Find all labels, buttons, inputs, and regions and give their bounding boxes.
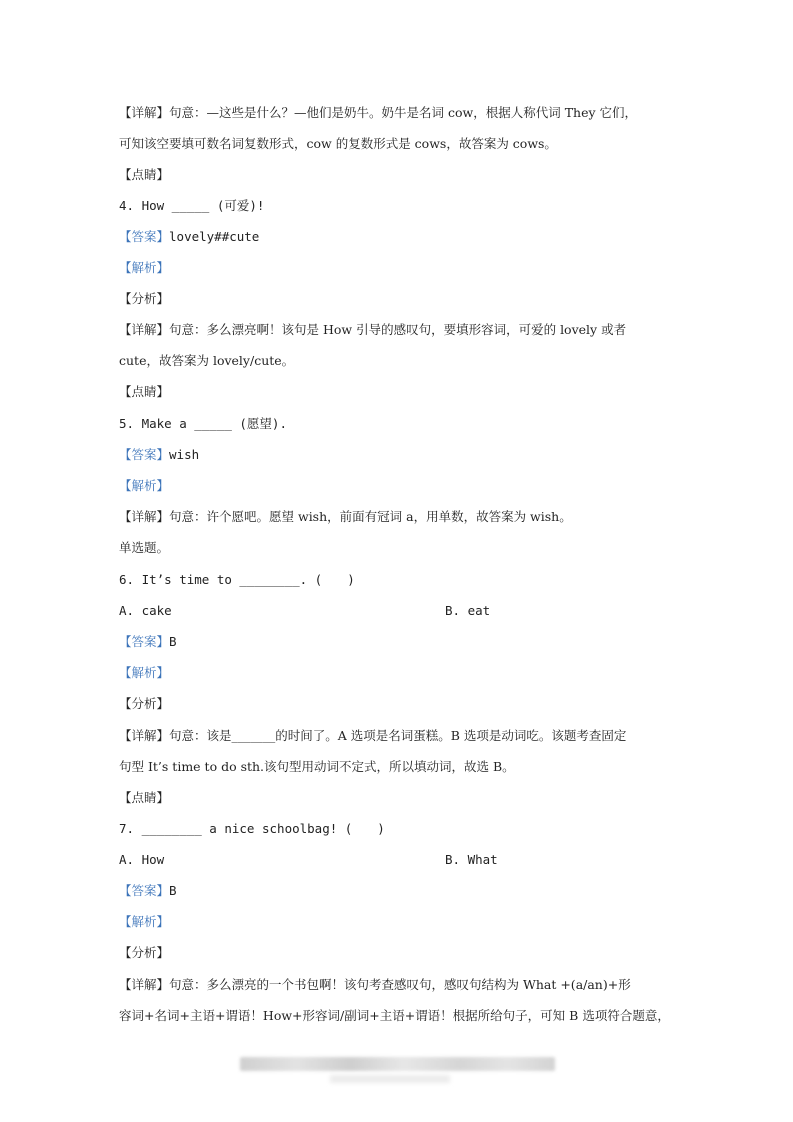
explanation-4-cont <box>119 352 679 370</box>
answer-tag: 【答案】 <box>119 883 170 898</box>
key-point-line <box>119 166 679 184</box>
explanation-text: 句意：许个愿吧。愿望 wish，前面有冠词 a，用单数，故答案为 wish。 <box>169 509 572 524</box>
answer-text: B <box>169 883 177 898</box>
explanation-text: 句型 It’s time to do sth.该句型用动词不定式，所以填动词，故选 B。 <box>119 759 515 774</box>
breakdown-6 <box>119 695 679 713</box>
explanation-6-cont <box>119 758 679 776</box>
key-point-tag: 【点睛】 <box>119 790 170 805</box>
analysis-tag: 【解析】 <box>119 665 170 680</box>
explanation-4 <box>119 321 679 339</box>
breakdown-tag: 【分析】 <box>119 291 170 306</box>
question-text: 5. Make a _____ (愿望). <box>119 416 287 431</box>
blurred-footer-sub <box>330 1075 450 1083</box>
detail-tag: 【详解】 <box>119 322 170 337</box>
question-7 <box>119 820 679 838</box>
key-point-4 <box>119 383 679 401</box>
question-6 <box>119 571 679 589</box>
question-text: 6. It’s time to ________. ( ) <box>119 572 355 587</box>
explanation-text: 句意：多么漂亮啊！该句是 How 引导的感叹句，要填形容词，可爱的 lovely 或者 <box>169 322 627 337</box>
key-point-tag: 【点睛】 <box>119 384 170 399</box>
explanation-text: 句意：多么漂亮的一个书包啊！该句考查感叹句，感叹句结构为 What +(a/an)+形 <box>169 977 631 992</box>
analysis-tag: 【解析】 <box>119 914 170 929</box>
option-b: B. What <box>445 852 498 867</box>
explanation-line <box>119 104 679 122</box>
analysis-tag: 【解析】 <box>119 478 170 493</box>
answer-tag: 【答案】 <box>119 634 170 649</box>
answer-text: wish <box>169 447 200 462</box>
section-heading <box>119 539 679 557</box>
answer-tag: 【答案】 <box>119 229 170 244</box>
explanation-6 <box>119 727 679 745</box>
answer-5 <box>119 446 679 464</box>
answer-text: lovely##cute <box>169 229 260 244</box>
section-title: 单选题。 <box>119 540 170 555</box>
option-a: A. cake <box>119 603 172 618</box>
explanation-line <box>119 135 679 153</box>
explanation-5 <box>119 508 679 526</box>
key-point-tag: 【点睛】 <box>119 167 170 182</box>
question-text: 4. How _____ (可爱)! <box>119 198 265 213</box>
question-5 <box>119 415 679 433</box>
question-text: 7. ________ a nice schoolbag! ( ) <box>119 821 385 836</box>
option-b: B. eat <box>445 603 491 618</box>
explanation-7-cont <box>119 1007 679 1025</box>
answer-text: B <box>169 634 177 649</box>
explanation-text: cute，故答案为 lovely/cute。 <box>119 353 295 368</box>
answer-tag: 【答案】 <box>119 447 170 462</box>
breakdown-7 <box>119 944 679 962</box>
options-7 <box>119 851 679 869</box>
analysis-5 <box>119 477 679 495</box>
breakdown-tag: 【分析】 <box>119 945 170 960</box>
answer-4 <box>119 228 679 246</box>
analysis-tag: 【解析】 <box>119 260 170 275</box>
breakdown-tag: 【分析】 <box>119 696 170 711</box>
detail-tag: 【详解】 <box>119 728 170 743</box>
detail-tag: 【详解】 <box>119 509 170 524</box>
analysis-4 <box>119 259 679 277</box>
options-6 <box>119 602 679 620</box>
explanation-text: 句意：—这些是什么？—他们是奶牛。奶牛是名词 cow，根据人称代词 They 它们， <box>169 105 638 120</box>
answer-6 <box>119 633 679 651</box>
option-a: A. How <box>119 852 165 867</box>
analysis-6 <box>119 664 679 682</box>
analysis-7 <box>119 913 679 931</box>
detail-tag: 【详解】 <box>119 977 170 992</box>
question-4 <box>119 197 679 215</box>
explanation-7 <box>119 976 679 994</box>
explanation-text: 句意：该是_______的时间了。A 选项是名词蛋糕。B 选项是动词吃。该题考查固定 <box>169 728 627 743</box>
detail-tag: 【详解】 <box>119 105 170 120</box>
key-point-6 <box>119 789 679 807</box>
explanation-text: 容词+名词+主语+谓语！How+形容词/副词+主语+谓语！根据所给句子，可知 B 选项符合题意， <box>119 1008 670 1023</box>
answer-7 <box>119 882 679 900</box>
blurred-footer <box>240 1057 555 1071</box>
breakdown-4 <box>119 290 679 308</box>
explanation-text: 可知该空要填可数名词复数形式，cow 的复数形式是 cows，故答案为 cows。 <box>119 136 557 151</box>
